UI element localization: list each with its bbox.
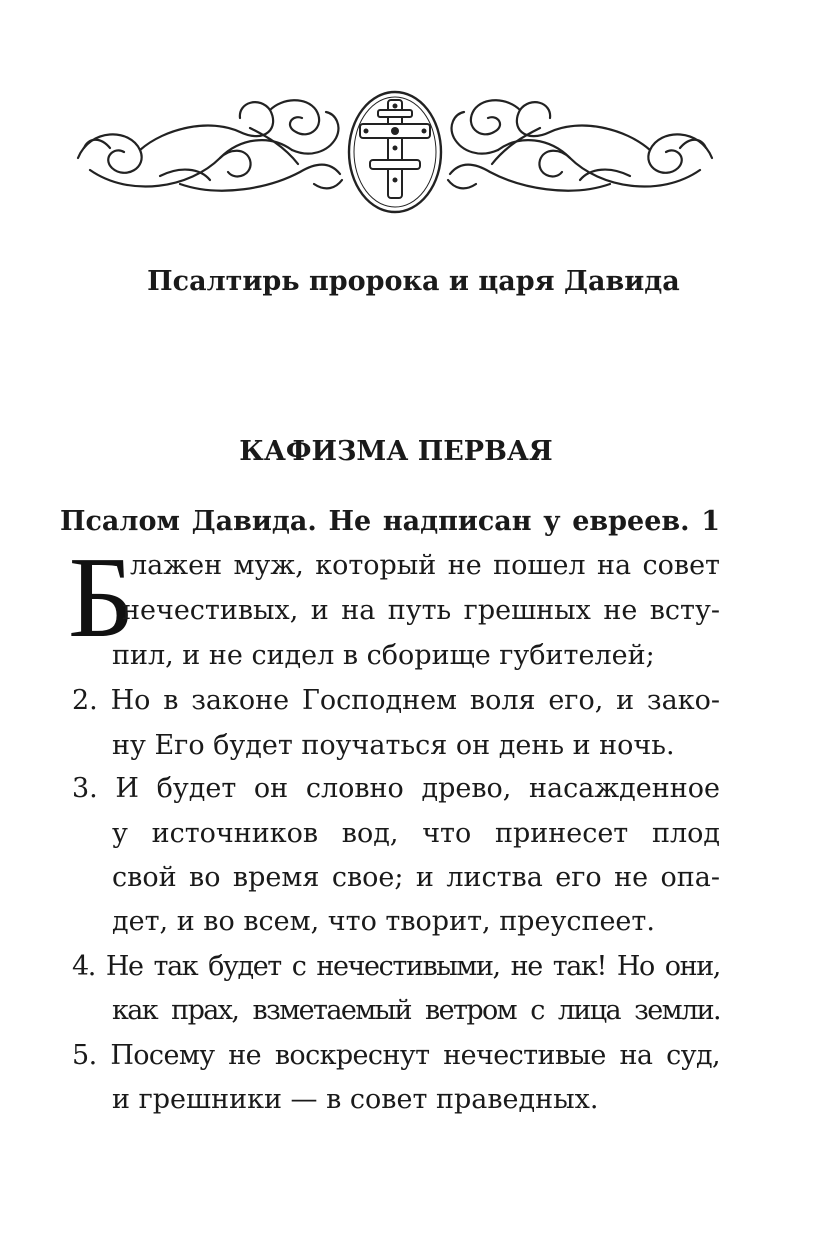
verse-line: и грешники — в совет праведных. bbox=[112, 1084, 599, 1115]
verse-line: нечестивых, и на путь грешных не всту- bbox=[122, 595, 720, 626]
book-title: Псалтирь пророка и царя Давида bbox=[147, 266, 680, 297]
verse-line: пил, и не сидел в сборище губителей; bbox=[112, 640, 655, 671]
ornament-header-image bbox=[70, 88, 720, 216]
verse-line: лажен муж, который не пошел на совет bbox=[130, 550, 720, 581]
verse-line: у источников вод, что принесет плод bbox=[112, 818, 720, 849]
verse-line: свой во время свое; и листва его не опа- bbox=[112, 862, 720, 893]
verse-line: 2. Но в законе Господнем воля его, и зако- bbox=[72, 685, 720, 716]
verse-line: 4. Не так будет с нечестивыми, не так! Но они, bbox=[72, 951, 720, 982]
verse-line: как прах, взметаемый ветром с лица земли. bbox=[112, 995, 720, 1026]
verse-line: дет, и во всем, что творит, преуспеет. bbox=[112, 906, 655, 937]
drop-cap-letter: Б bbox=[68, 534, 135, 662]
verse-line: ну Его будет поучаться он день и ночь. bbox=[112, 730, 675, 761]
psalm-heading: Псалом Давида. Не надписан у евреев. 1 bbox=[60, 506, 720, 537]
verse-line: 3. И будет он словно древо, насажденное bbox=[72, 773, 720, 804]
section-heading: КАФИЗМА ПЕРВАЯ bbox=[239, 436, 553, 467]
verse-line: 5. Посему не воскреснут нечестивые на суд, bbox=[72, 1040, 720, 1071]
